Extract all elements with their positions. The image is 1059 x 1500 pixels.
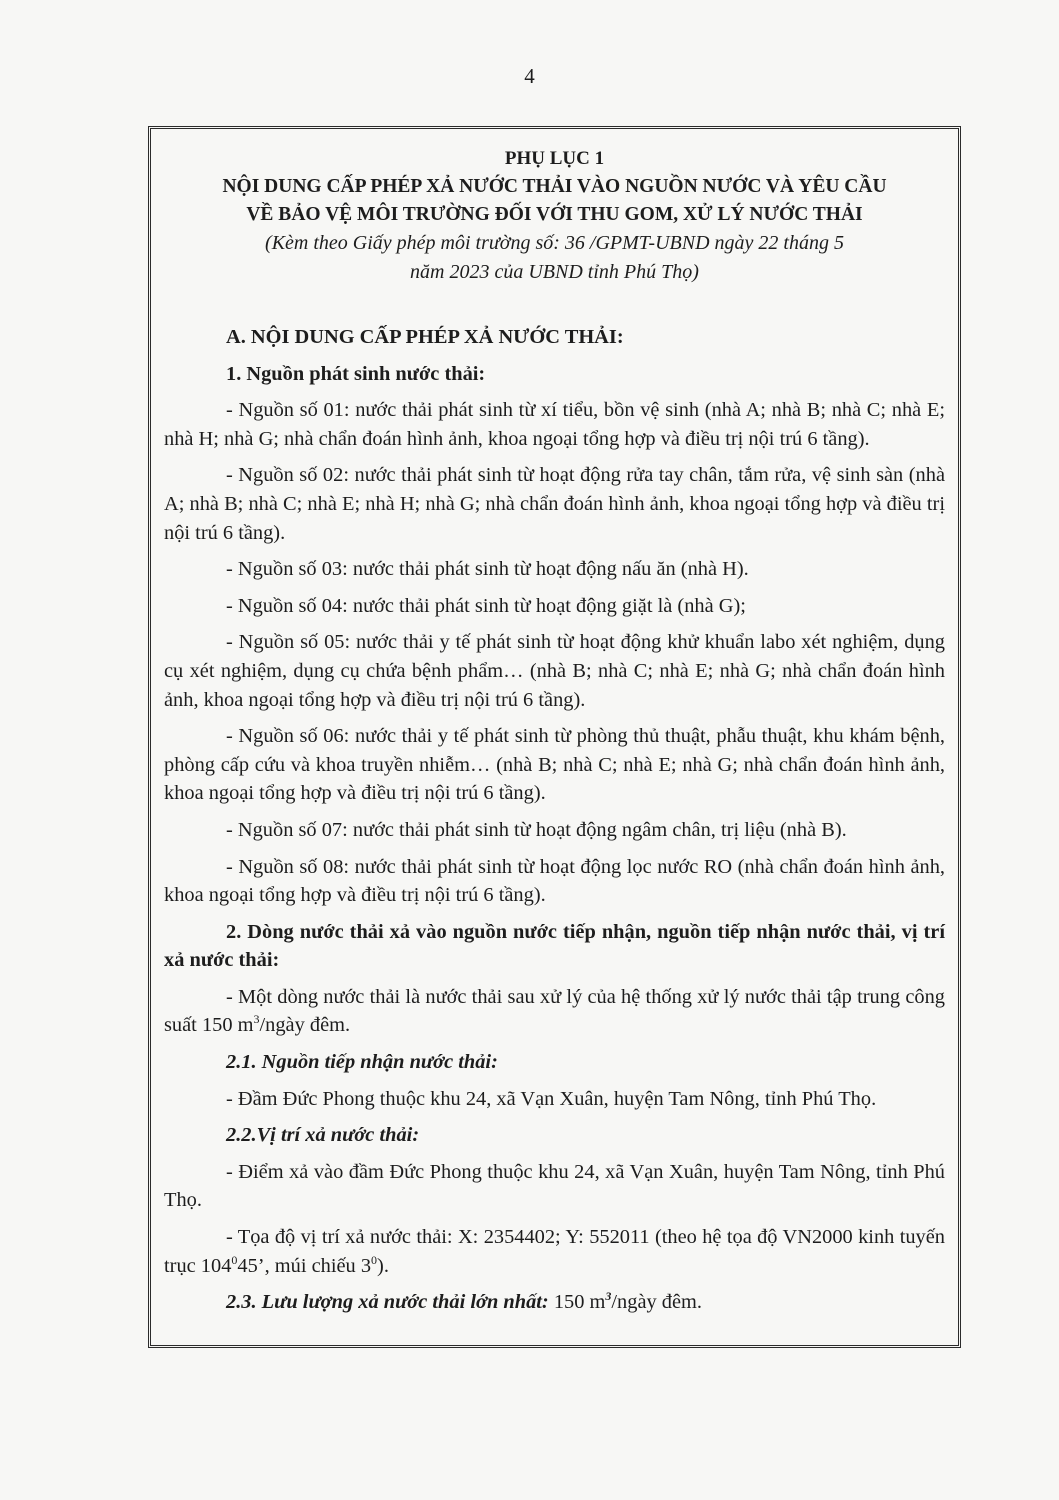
section-2-2-title: 2.2.Vị trí xả nước thải: — [226, 1124, 420, 1147]
discharge-stream-text: - Một dòng nước thải là nước thải sau xử lý của hệ thống xử lý nước thải tập trung công suất 150 $m^3$/ngày đêm. — [164, 985, 945, 1037]
appendix-title: PHỤ LỤC 1 — [504, 148, 605, 169]
section-1-title: 1. Nguồn phát sinh nước thải: — [226, 362, 486, 385]
source-item-07: - Nguồn số 07: nước thải phát sinh từ hoạt động ngâm chân, trị liệu (nhà B). — [226, 818, 847, 841]
attachment-note-line-2: năm 2023 của UBND tỉnh Phú Thọ) — [410, 261, 699, 283]
source-item-02: - Nguồn số 02: nước thải phát sinh từ hoạt động rửa tay chân, tắm rửa, vệ sinh sàn (nhà A; nhà B; nhà C; nhà E; nhà H; nhà G; nhà chẩn đoán hình ảnh, khoa ngoại tổng hợp và điều trị nội trú 6 tầng). — [164, 464, 945, 544]
source-item-03: - Nguồn số 03: nước thải phát sinh từ hoạt động nấu ăn (nhà H). — [226, 558, 749, 581]
source-item-06: - Nguồn số 06: nước thải y tế phát sinh từ phòng thủ thuật, phẫu thuật, khu khám bệnh, phòng cấp cứu và khoa truyền nhiễm… (nhà B; nhà C; nhà E; nhà G; nhà chẩn đoán hình ảnh, khoa ngoại tổng hợp và điều trị nội trú 6 tầng). — [164, 725, 945, 805]
page-number: 4 — [524, 64, 535, 88]
section-2-title: 2. Dòng nước thải xả vào nguồn nước tiếp nhận, nguồn tiếp nhận nước thải, vị trí xả nước thải: — [164, 920, 945, 972]
source-item-08: - Nguồn số 08: nước thải phát sinh từ hoạt động lọc nước RO (nhà chẩn đoán hình ảnh, khoa ngoại tổng hợp và điều trị nội trú 6 tầng). — [164, 855, 945, 907]
section-a-content — [164, 323, 945, 1317]
attachment-note-line-1: (Kèm theo Giấy phép môi trường số: 36 /GPMT-UBND ngày 22 tháng 5 — [265, 232, 844, 254]
appendix-heading-line-2: VỀ BẢO VỆ MÔI TRƯỜNG ĐỐI VỚI THU GOM, XỬ LÝ NƯỚC THẢI — [246, 204, 863, 225]
discharge-point-text: - Điểm xả vào đầm Đức Phong thuộc khu 24, xã Vạn Xuân, huyện Tam Nông, tỉnh Phú Thọ. — [164, 1160, 945, 1212]
source-item-04: - Nguồn số 04: nước thải phát sinh từ hoạt động giặt là (nhà G); — [226, 594, 746, 617]
source-item-01: - Nguồn số 01: nước thải phát sinh từ xí tiểu, bồn vệ sinh (nhà A; nhà B; nhà C; nhà E; nhà H; nhà G; nhà chẩn đoán hình ảnh, khoa ngoại tổng hợp và điều trị nội trú 6 tầng). — [164, 399, 945, 450]
section-a-title: A. NỘI DUNG CẤP PHÉP XẢ NƯỚC THẢI: — [226, 326, 624, 348]
section-2-3-title: 2.3. Lưu lượng xả nước thải lớn nhất: 150 $m^3$/ngày đêm. — [226, 1289, 702, 1314]
source-item-05: - Nguồn số 05: nước thải y tế phát sinh từ hoạt động khử khuẩn labo xét nghiệm, dụng cụ xét nghiệm, dụng cụ chứa bệnh phẩm… (nhà B; nhà C; nhà E; nhà G; nhà chẩn đoán hình ảnh, khoa ngoại tổng hợp và điều trị nội trú 6 tầng). — [164, 631, 945, 711]
section-2-1-title: 2.1. Nguồn tiếp nhận nước thải: — [226, 1051, 498, 1074]
appendix-heading-line-1: NỘI DUNG CẤP PHÉP XẢ NƯỚC THẢI VÀO NGUỒN NƯỚC VÀ YÊU CẦU — [222, 176, 887, 197]
receiving-source-text: - Đầm Đức Phong thuộc khu 24, xã Vạn Xuân, huyện Tam Nông, tỉnh Phú Thọ. — [226, 1087, 877, 1110]
discharge-coordinates-text: - Tọa độ vị trí xả nước thải: X: 2354402; Y: 552011 (theo hệ tọa độ VN2000 kinh tuyến trục $104^045$’, múi chiếu $3^0$). — [164, 1226, 945, 1277]
appendix-frame — [148, 126, 961, 1348]
